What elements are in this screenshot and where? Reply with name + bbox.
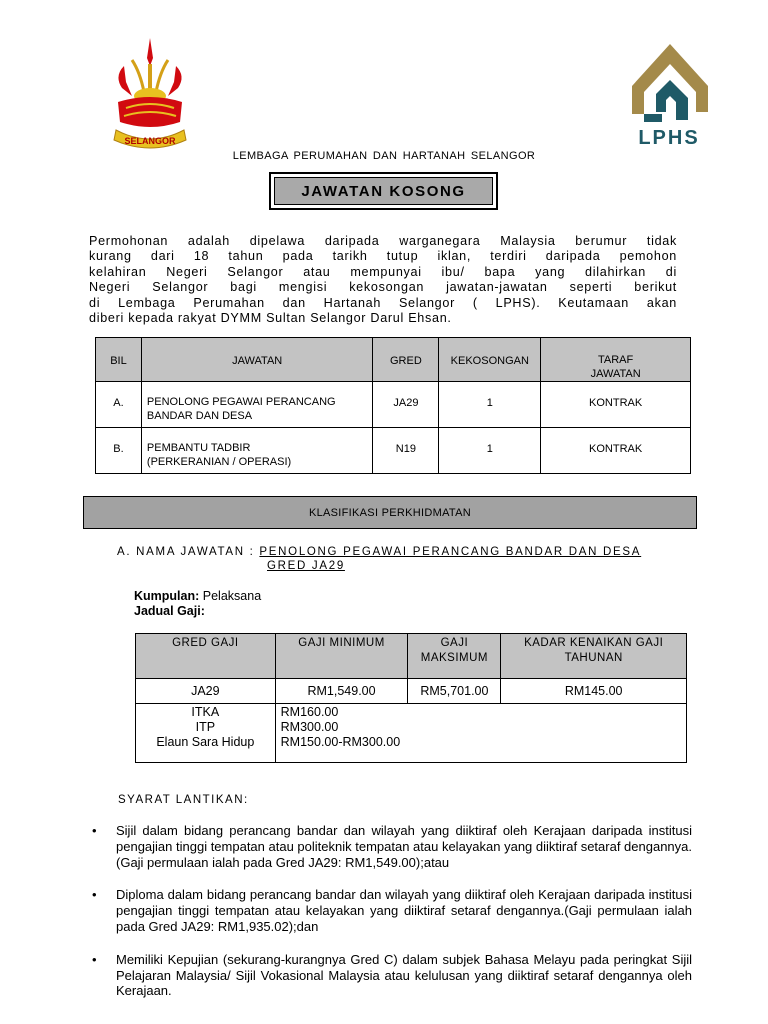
- list-item: • Diploma dalam bidang perancang bandar dan wilayah yang diiktiraf oleh Kerajaan daripada institusi pengajian tinggi tempatan atau kelayakan yang diiktiraf setaraf dengannya.(Gaji permulaan ialah pada Gred JA29: RM1,935.02);dan: [92, 887, 692, 934]
- header-gaji-minimum: GAJI MINIMUM: [275, 634, 408, 679]
- intro-line: di Lembaga Perumahan dan Hartanah Selangor ( LPHS). Keutamaan akan: [89, 295, 677, 310]
- salary-table: [135, 633, 687, 763]
- cell-gaji-minimum: RM1,549.00: [275, 679, 408, 704]
- svg-text:SELANGOR: SELANGOR: [124, 136, 176, 146]
- syarat-heading: SYARAT LANTIKAN:: [118, 794, 249, 806]
- header-kadar-kenaikan: KADAR KENAIKAN GAJI TAHUNAN: [501, 634, 687, 679]
- organization-name: LEMBAGA PERUMAHAN DAN HARTANAH SELANGOR: [232, 150, 536, 162]
- requirements-list: [92, 823, 692, 1016]
- kumpulan-label: Kumpulan:: [134, 589, 200, 603]
- title-box: [269, 172, 498, 210]
- table-row: [96, 382, 691, 428]
- list-item: • Memiliki Kepujian (sekurang-kurangnya Gred C) dalam subjek Bahasa Melayu pada peringkat Sijil Pelajaran Malaysia/ Sijil Vokasional Malaysia atau kelulusan yang diiktiraf setaraf dengannya oleh Kerajaan.: [92, 952, 692, 999]
- klasifikasi-banner: KLASIFIKASI PERKHIDMATAN: [83, 496, 697, 529]
- header-taraf: TARAF JAWATAN: [541, 338, 691, 382]
- cell-kekosongan: 1: [439, 382, 541, 428]
- table-header-row: [96, 338, 691, 382]
- header-gred: GRED: [373, 338, 439, 382]
- intro-line: diberi kepada rakyat DYMM Sultan Selangor Darul Ehsan.: [89, 311, 452, 326]
- job-name-line2: GRED JA29: [267, 560, 345, 572]
- svg-text:LPHS: LPHS: [638, 127, 700, 149]
- lphs-logo: [622, 42, 716, 154]
- cell-gred: N19: [373, 428, 439, 474]
- header-kekosongan: KEKOSONGAN: [439, 338, 541, 382]
- salary-header-row: [136, 634, 687, 679]
- cell-bil: B.: [96, 428, 142, 474]
- cell-kadar-kenaikan: RM145.00: [501, 679, 687, 704]
- kumpulan-block: [134, 589, 261, 619]
- elaun-values: RM160.00 RM300.00 RM150.00-RM300.00: [275, 704, 686, 763]
- cell-taraf: KONTRAK: [541, 382, 691, 428]
- vacancy-table: [95, 337, 691, 474]
- cell-jawatan: PEMBANTU TADBIR (PERKERANIAN / OPERASI): [141, 428, 373, 474]
- cell-gaji-maksimum: RM5,701.00: [408, 679, 501, 704]
- page-title: JAWATAN KOSONG: [274, 177, 493, 205]
- table-row: [96, 428, 691, 474]
- cell-gred: JA29: [373, 382, 439, 428]
- intro-line: Negeri Selangor bagi mengisi kekosongan jawatan-jawatan seperti berikut: [89, 280, 677, 295]
- kumpulan-value: Pelaksana: [202, 589, 262, 603]
- cell-bil: A.: [96, 382, 142, 428]
- header-gred-gaji: GRED GAJI: [136, 634, 276, 679]
- jadual-gaji-label: Jadual Gaji:: [134, 604, 205, 618]
- cell-taraf: KONTRAK: [541, 428, 691, 474]
- intro-paragraph: [89, 234, 677, 326]
- cell-kekosongan: 1: [439, 428, 541, 474]
- job-name-prefix: A. NAMA JAWATAN :: [117, 546, 260, 558]
- elaun-row: [136, 704, 687, 763]
- intro-line: kelahiran Negeri Selangor atau mempunyai ibu/ bapa yang dilahirkan di: [89, 264, 677, 279]
- selangor-crest-logo: [104, 36, 196, 154]
- cell-jawatan: PENOLONG PEGAWAI PERANCANG BANDAR DAN DESA: [141, 382, 373, 428]
- intro-line: kurang dari 18 tahun pada tarikh tutup iklan, terdiri daripada pemohon: [89, 249, 677, 264]
- header-gaji-maksimum: GAJI MAKSIMUM: [408, 634, 501, 679]
- job-name-heading: [117, 545, 642, 572]
- elaun-labels: ITKA ITP Elaun Sara Hidup: [136, 704, 276, 763]
- cell-gred-gaji: JA29: [136, 679, 276, 704]
- intro-line: Permohonan adalah dipelawa daripada warganegara Malaysia berumur tidak: [89, 234, 677, 248]
- header-jawatan: JAWATAN: [141, 338, 373, 382]
- job-name-line1: PENOLONG PEGAWAI PERANCANG BANDAR DAN DESA: [259, 546, 642, 558]
- header-bil: BIL: [96, 338, 142, 382]
- list-item: • Sijil dalam bidang perancang bandar dan wilayah yang diiktiraf oleh Kerajaan daripada institusi pengajian tinggi tempatan atau politeknik tempatan atau kelayakan yang diiktiraf setaraf dengannya.(Gaji permulaan ialah pada Gred JA29: RM1,549.00);atau: [92, 823, 692, 870]
- salary-row: [136, 679, 687, 704]
